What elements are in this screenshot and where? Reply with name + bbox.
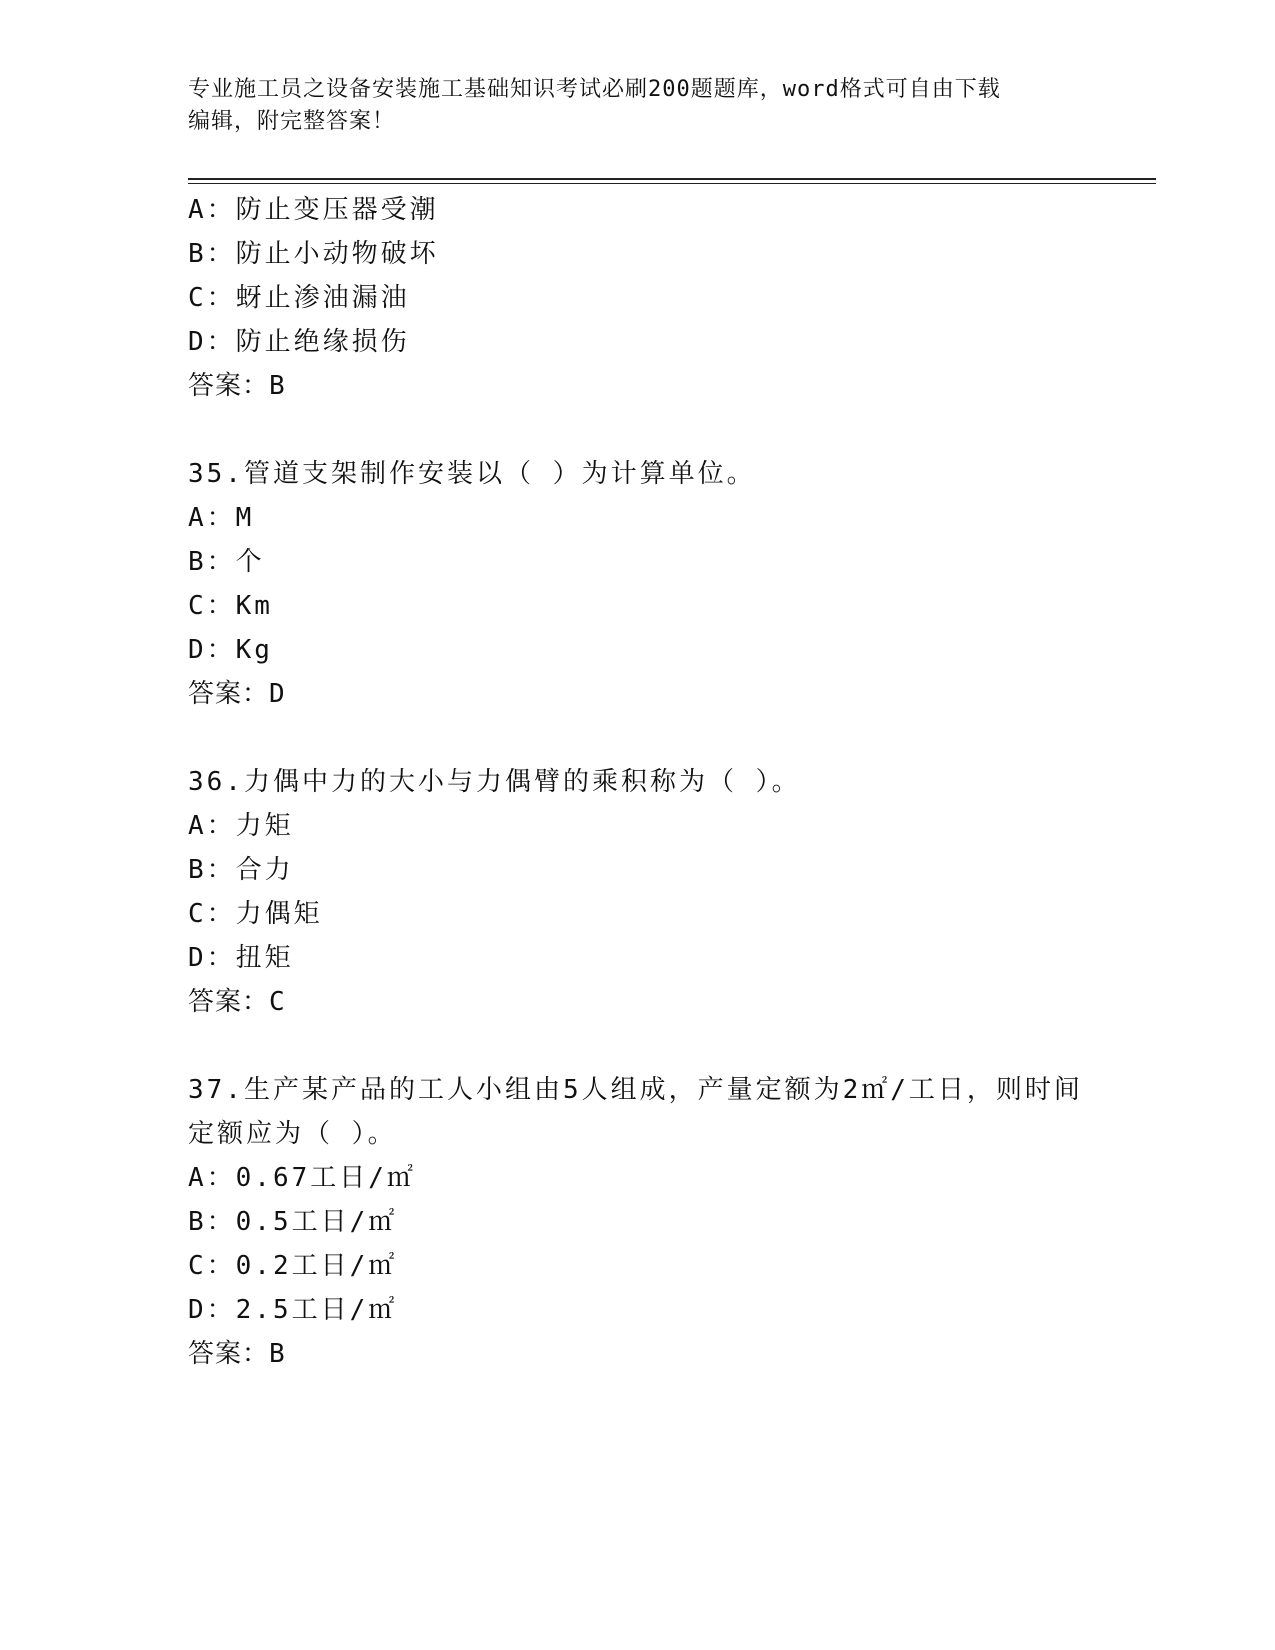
answer-label: 答案： [188,987,270,1017]
q35-stem: 35.管道支架制作安装以（ ）为计算单位。 [188,459,756,489]
q37-option-c: C：0.2工日/㎡ [188,1251,398,1281]
header-line-1: 专业施工员之设备安装施工基础知识考试必刷200题题库，word格式可自由下载 [188,77,1001,102]
q34-answer [188,364,286,408]
q34-option-d: D：防止绝缘损伤 [188,327,410,357]
q37-answer [188,1332,286,1376]
header-divider-thick [188,178,1156,180]
q37-answer-value: B [269,1339,286,1369]
q37-stem-line-2: 定额应为（ ）。 [188,1119,397,1149]
q34-option-a: A：防止变压器受潮 [188,195,439,225]
q37-option-a: A：0.67工日/㎡ [188,1163,416,1193]
q35-option-a: A：M [188,503,255,533]
answer-label: 答案： [188,1339,270,1369]
q35-option-b: B：个 [188,547,265,577]
header-line-2: 编辑，附完整答案！ [188,109,396,134]
q36-answer-value: C [269,987,286,1017]
q36-answer [188,980,286,1024]
q36-option-d: D：扭矩 [188,943,294,973]
q34-option-c: C：蚜止渗油漏油 [188,283,410,313]
header-divider-thin [188,183,1156,184]
q34-option-b: B：防止小动物破坏 [188,239,439,269]
q35-option-d: D：Kg [188,635,273,665]
q36-option-b: B：合力 [188,855,294,885]
q37-option-d: D：2.5工日/㎡ [188,1295,398,1325]
q35-answer [188,672,286,716]
q34-answer-value: B [269,371,286,401]
q35-answer-value: D [269,679,286,709]
q37-option-b: B：0.5工日/㎡ [188,1207,398,1237]
q37-stem-line-1: 37.生产某产品的工人小组由5人组成，产量定额为2㎡/工日，则时间 [188,1075,1083,1105]
answer-label: 答案： [188,371,270,401]
q36-option-c: C：力偶矩 [188,899,323,929]
q35-option-c: C：Km [188,591,273,621]
document-header [188,74,1088,138]
q36-option-a: A：力矩 [188,811,294,841]
q36-stem: 36.力偶中力的大小与力偶臂的乘积称为（ ）。 [188,767,801,797]
answer-label: 答案： [188,679,270,709]
